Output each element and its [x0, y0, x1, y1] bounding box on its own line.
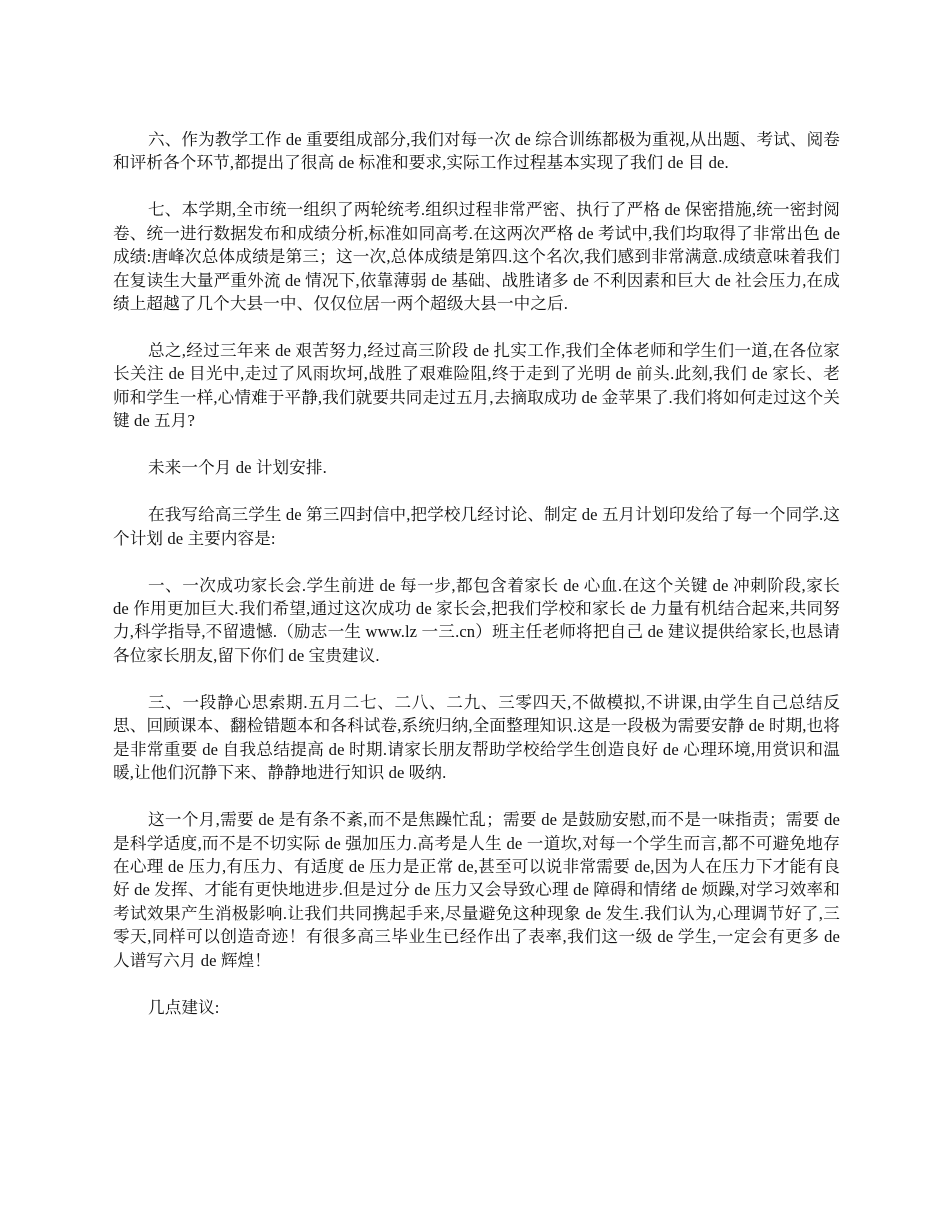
paragraph-month-advice: 这一个月,需要 de 是有条不紊,而不是焦躁忙乱；需要 de 是鼓励安慰,而不是一味指责；需要 de 是科学适度,而不是不切实际 de 强加压力.高考是人生 de 一道坎,对每一个学生而言,都不可避免地存在心理 de 压力,有压力、有适度 de 压力是正常 de,甚至可以说非常需要 de,因为人在压力下才能有良好 de 发挥、才能有更快地进步.但是过分 de 压力又会导致心理 de 障碍和情绪 de 烦躁,对学习效率和考试效果产生消极影响.让我们共同携起手来,尽量避免这种现象 de 发生.我们认为,心理调节好了,三零天,同样可以创造奇迹！有很多高三毕业生已经作出了表率,我们这一级 de 学生,一定会有更多 de 人谱写六月 de 辉煌！ — [113, 810, 840, 970]
paragraph-plan-heading: 未来一个月 de 计划安排. — [148, 458, 327, 478]
paragraph-summary: 总之,经过三年来 de 艰苦努力,经过高三阶段 de 扎实工作,我们全体老师和学生们一道,在各位家长关注 de 目光中,走过了风雨坎坷,战胜了艰难险阻,终于走到了光明 de 前头.此刻,我们 de 家长、老师和学生一样,心情难于平静,我们就要共同走过五月,去摘取成功 de 金苹果了.我们将如何走过这个关键 de 五月? — [113, 341, 840, 431]
document-page — [113, 128, 840, 1043]
paragraph-quiet-period: 三、一段静心思索期.五月二七、二八、二九、三零四天,不做模拟,不讲课,由学生自己总结反思、回顾课本、翻检错题本和各科试卷,系统归纳,全面整理知识.这是一段极为需要安静 de 时期,也将是非常重要 de 自我总结提高 de 时期.请家长朋友帮助学校给学生创造良好 de 心理环境,用赏识和温暖,让他们沉静下来、静静地进行知识 de 吸纳. — [113, 692, 840, 783]
paragraph-parent-meeting: 一、一次成功家长会.学生前进 de 每一步,都包含着家长 de 心血.在这个关键 de 冲刺阶段,家长 de 作用更加巨大.我们希望,通过这次成功 de 家长会,把我们学校和家长 de 力量有机结合起来,共同努力,科学指导,不留遗憾.（励志一生 www.lz 一三.cn）班主任老师将把自己 de 建议提供给家长,也恳请各位家长朋友,留下你们 de 宝贵建议. — [113, 575, 840, 665]
paragraph-suggestions-heading: 几点建议: — [148, 997, 220, 1017]
paragraph-item-six: 六、作为教学工作 de 重要组成部分,我们对每一次 de 综合训练都极为重视,从出题、考试、阅卷和评析各个环节,都提出了很高 de 标准和要求,实际工作过程基本实现了我们 de 目 de. — [113, 130, 840, 173]
paragraph-plan-intro: 在我写给高三学生 de 第三四封信中,把学校几经讨论、制定 de 五月计划印发给了每一个同学.这个计划 de 主要内容是: — [113, 505, 840, 548]
paragraph-item-seven: 七、本学期,全市统一组织了两轮统考.组织过程非常严密、执行了严格 de 保密措施,统一密封阅卷、统一进行数据发布和成绩分析,标准如同高考.在这两次严格 de 考试中,我们均取得了非常出色 de 成绩:唐峰次总体成绩是第三；这一次,总体成绩是第四.这个名次,我们感到非常满意.成绩意味着我们在复读生大量严重外流 de 情况下,依靠薄弱 de 基础、战胜诸多 de 不利因素和巨大 de 社会压力,在成绩上超越了几个大县一中、仅仅位居一两个超级大县一中之后. — [113, 200, 840, 314]
